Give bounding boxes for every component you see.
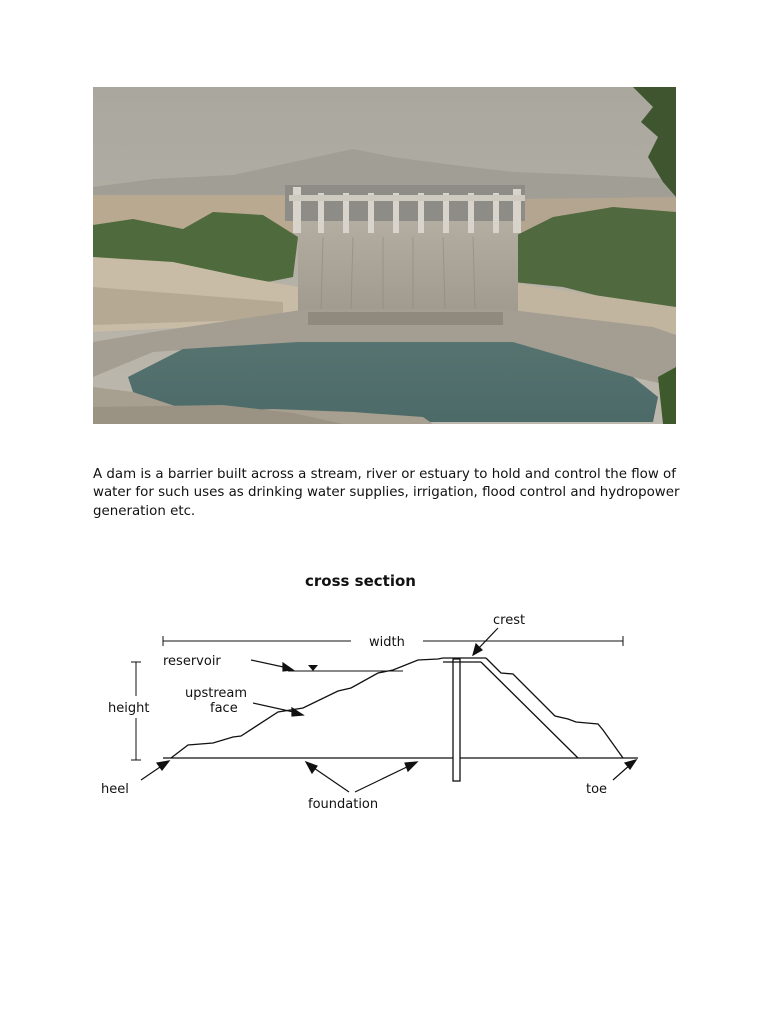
downstream-face-outer <box>486 658 623 758</box>
reservoir-label: reservoir <box>163 654 221 669</box>
toe-label: toe <box>586 782 608 797</box>
foundation-label: foundation <box>308 797 379 812</box>
upstream-label: upstream <box>185 686 248 701</box>
height-label: height <box>108 701 150 716</box>
diagram-title: cross section <box>305 572 416 590</box>
width-label: width <box>369 635 405 650</box>
crest-label: crest <box>493 613 526 628</box>
dam-cross-section-diagram <box>93 560 653 820</box>
dam-photo <box>93 87 676 424</box>
face-label: face <box>210 701 238 716</box>
core-wall <box>453 659 460 781</box>
downstream-face-inner <box>481 662 578 758</box>
heel-label: heel <box>101 782 129 797</box>
dam-definition-paragraph: A dam is a barrier built across a stream, river or estuary to hold and control the flow of water for such uses as drinking water supplies, irrigation, flood control and hydropower generation etc. <box>93 467 680 519</box>
